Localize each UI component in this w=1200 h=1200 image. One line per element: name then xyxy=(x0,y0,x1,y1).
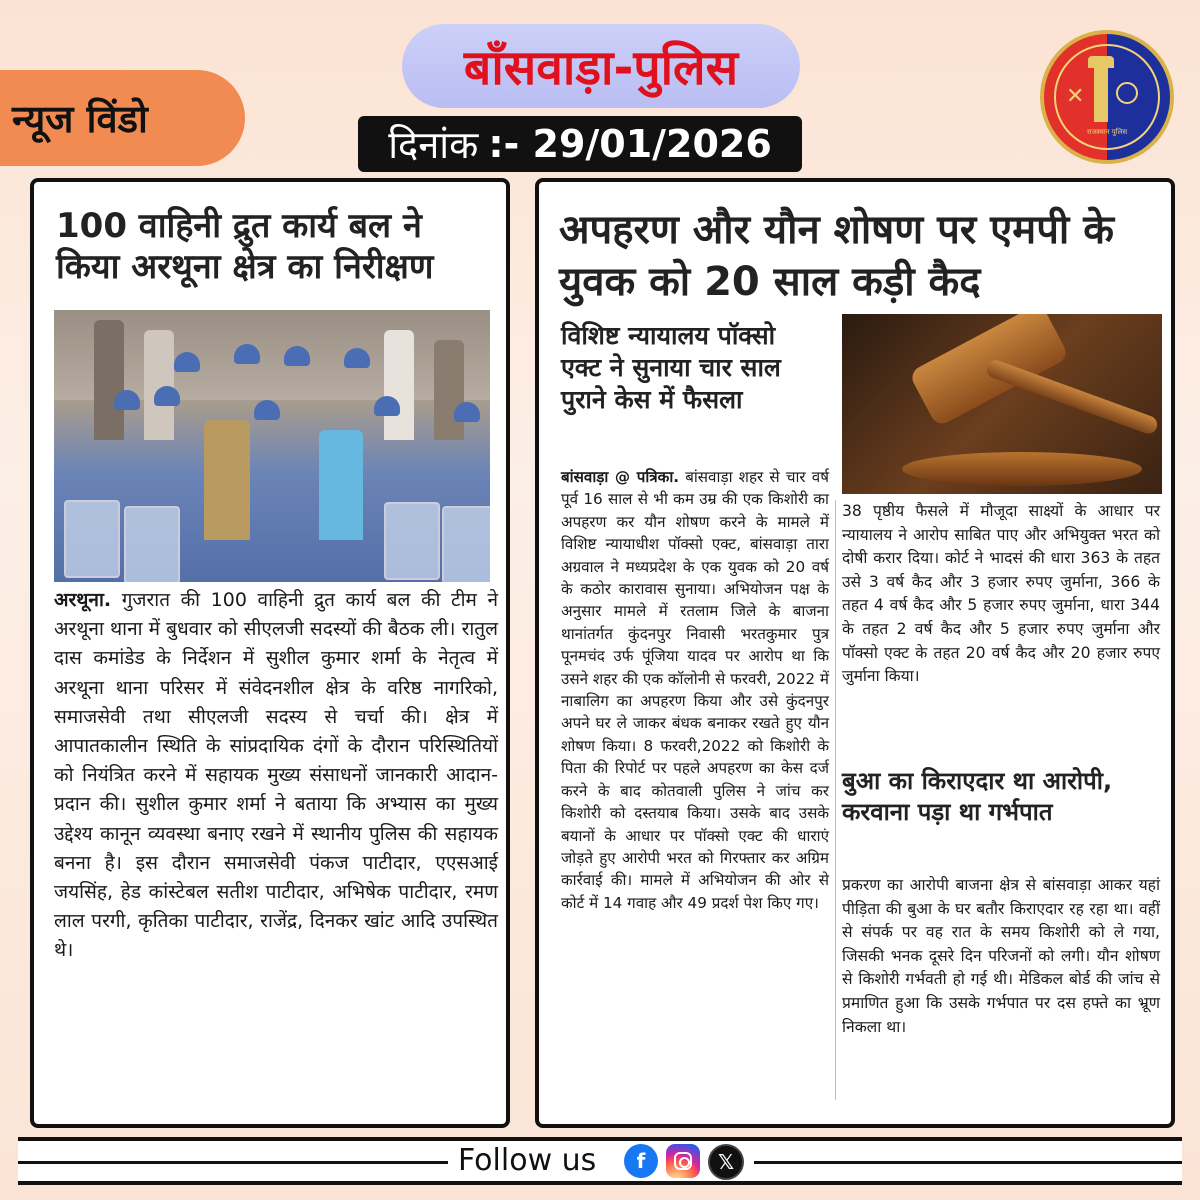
facebook-icon[interactable] xyxy=(624,1144,658,1178)
x-icon[interactable] xyxy=(708,1144,744,1180)
facebook-glyph: f xyxy=(636,1149,646,1173)
riot-shield xyxy=(124,506,180,582)
right-article-column-3: प्रकरण का आरोपी बाजना क्षेत्र से बांसवाड़ा आकर यहां पीड़िता की बुआ के घर बतौर किराएदार रह रहा था। वहीं से संपर्क पर वह रात के समय किशोरी को ले गया, जिसकी भनक दूसरे दिन परिजनों को लगी। यौन शोषण से किशोरी गर्भवती हो गई थी। मेडिकल बोर्ड की जांच से प्रमाणित हुआ कि उसके गर्भपात पर दस हफ्ते का भ्रूण निकला था। xyxy=(842,876,1160,1036)
helmet-icon xyxy=(284,346,310,366)
right-headline: अपहरण और यौन शोषण पर एमपी के युवक को 20 साल कड़ी कैद xyxy=(559,207,1114,305)
helmet-icon xyxy=(114,390,140,410)
footer-bottom-rule xyxy=(18,1181,1182,1185)
gavel-photo xyxy=(842,314,1162,494)
rajasthan-police-logo xyxy=(1040,30,1174,164)
helmet-icon xyxy=(344,348,370,368)
column-divider xyxy=(835,500,836,1100)
gavel-handle xyxy=(984,358,1159,436)
sound-block xyxy=(902,452,1142,486)
page-title xyxy=(402,24,800,108)
footer-bar xyxy=(18,1137,1182,1185)
right-dateline: बांसवाड़ा @ पत्रिका. xyxy=(561,468,680,486)
photo-person xyxy=(384,330,414,440)
right-article-column-1 xyxy=(561,466,829,914)
helmet-icon xyxy=(454,402,480,422)
photo-person xyxy=(144,330,174,440)
instagram-camera-glyph xyxy=(674,1152,692,1170)
helmet-icon xyxy=(234,344,260,364)
helmet-icon xyxy=(154,386,180,406)
helmet-icon xyxy=(174,352,200,372)
tower-icon xyxy=(1094,68,1108,122)
photo-person xyxy=(434,340,464,440)
left-news-clipping xyxy=(30,178,510,1128)
right-col1-text: बांसवाड़ा शहर से चार वर्ष पूर्व 16 साल से भी कम उम्र की एक किशोरी का अपहरण कर यौन शोषण करने के मामले में विशिष्ट न्यायाधीश पॉक्सो एक्ट, बांसवाड़ा तारा अग्रवाल ने मध्यप्रदेश के एक युवक को 20 वर्ष के कठोर कारावास सुनाया। अभियोजन पक्ष के अनुसार मामले में रतलाम जिले के बाजना थानांतर्गत कुंदनपुर निवासी भरतकुमार पुत्र पूनमचंद उर्फ पूंजिया यादव पर आरोप था कि उसने शहर की एक कॉलोनी से फरवरी, 2022 में नाबालिग का अपहरण किया और उसे कुंदनपुर अपने घर ले जाकर बंधक बनाकर रखते हुए यौन शोषण किया। 8 फरवरी,2022 को किशोरी के पिता की रिपोर्ट पर पहले अपहरण का केस दर्ज करने के बाद कोतवाली पुलिस ने जांच कर किशोरी को दस्तयाब किया। उसके बाद उसके बयानों के आधार पर पॉक्सो एक्ट की धाराएं जोड़ते हुए आरोपी भरत को गिरफ्तार कर अग्रिम कार्रवाई की। मामले में अभियोजन की ओर से कोर्ट में 14 गवाह और 49 प्रदर्श पेश किए गए। xyxy=(561,468,829,912)
riot-shield xyxy=(64,500,120,578)
star-emblem-icon xyxy=(1116,82,1138,104)
right-subheadline: विशिष्ट न्यायालय पॉक्सो एक्ट ने सुनाया चार साल पुराने केस में फैसला xyxy=(561,321,781,414)
right-subheadline-2: बुआ का किराएदार था आरोपी, करवाना पड़ा था गर्भपात xyxy=(842,767,1113,827)
riot-shield xyxy=(442,506,490,582)
news-window-label: न्यूज विंडो xyxy=(12,97,148,141)
logo-ring-text: राजस्थान पुलिस xyxy=(1086,128,1128,136)
photo-person xyxy=(94,320,124,440)
x-glyph: 𝕏 xyxy=(717,1150,735,1174)
photo-person-khaki xyxy=(204,420,250,540)
footer-right-rule xyxy=(754,1161,1182,1164)
instagram-icon[interactable] xyxy=(666,1144,700,1178)
date-value: :- 29/01/2026 xyxy=(488,122,772,166)
page-title-text: बाँसवाड़ा-पुलिस xyxy=(463,39,739,96)
riot-shield xyxy=(384,502,440,580)
left-headline: 100 वाहिनी द्रुत कार्य बल ने किया अरथूना क्षेत्र का निरीक्षण xyxy=(56,206,434,288)
crossed-swords-icon: ✕ xyxy=(1066,84,1085,109)
left-dateline: अरथूना. xyxy=(54,589,112,611)
left-body-text: गुजरात की 100 वाहिनी द्रुत कार्य बल की टीम ने अरथूना थाना में बुधवार को सीएलजी सदस्यों की बैठक ली। रातुल दास कमांडेड के निर्देशन में सुशील कुमार शर्मा के नेतृत्व में अरथूना थाना परिसर में संवेदनशील क्षेत्र के वरिष्ठ नागरिको, समाजसेवी तथा सीएलजी सदस्य से चर्चा की। क्षेत्र में आपातकालीन स्थिति के सांप्रदायिक दंगों के दौरान परिस्थितियों को नियंत्रित करने में सहायक मुख्य संसाधनों जानकारी आदान-प्रदान की। सुशील कुमार शर्मा ने बताया कि अभ्यास का मुख्य उद्देश्य कानून व्यवस्था बनाए रखने में स्थानीय पुलिस की सहायक बनना है। इस दौरान समाजसेवी पंकज पाटीदार, एएसआई जयसिंह, हेड कांस्टेबल सतीश पाटीदार, अभिषेक पाटीदार, रमण लाल परगी, कृतिका पाटीदार, राजेंद्र, दिनकर खांट आदि उपस्थित थे। xyxy=(54,589,498,962)
date-box xyxy=(358,116,802,172)
date-label: दिनांक xyxy=(388,123,479,167)
right-article-column-2: 38 पृष्ठीय फैसले में मौजूदा साक्ष्यों के आधार पर न्यायालय ने आरोप साबित पाए और अभियुक्त भरत को दोषी करार दिया। कोर्ट ने भादसं की धारा 363 के तहत उसे 3 वर्ष कैद और 3 हजार रुपए जुर्माना, 366 के तहत 4 वर्ष कैद और 5 हजार रुपए जुर्माना, धारा 344 के तहत 2 वर्ष कैद और 5 हजार रुपए जुर्माना और पॉक्सो एक्ट के तहत 20 वर्ष कैद और 20 हजार रुपए जुर्माना किया। xyxy=(842,502,1160,686)
follow-us-text: Follow us xyxy=(458,1143,597,1178)
left-article-body xyxy=(54,586,498,966)
footer-left-rule xyxy=(18,1161,448,1164)
right-news-clipping xyxy=(535,178,1175,1128)
news-window-tab xyxy=(0,70,245,166)
helmet-icon xyxy=(374,396,400,416)
helmet-icon xyxy=(254,400,280,420)
rapid-action-force-team-photo xyxy=(54,310,490,582)
photo-person-blue-shirt xyxy=(319,430,363,540)
footer-top-rule xyxy=(18,1137,1182,1141)
